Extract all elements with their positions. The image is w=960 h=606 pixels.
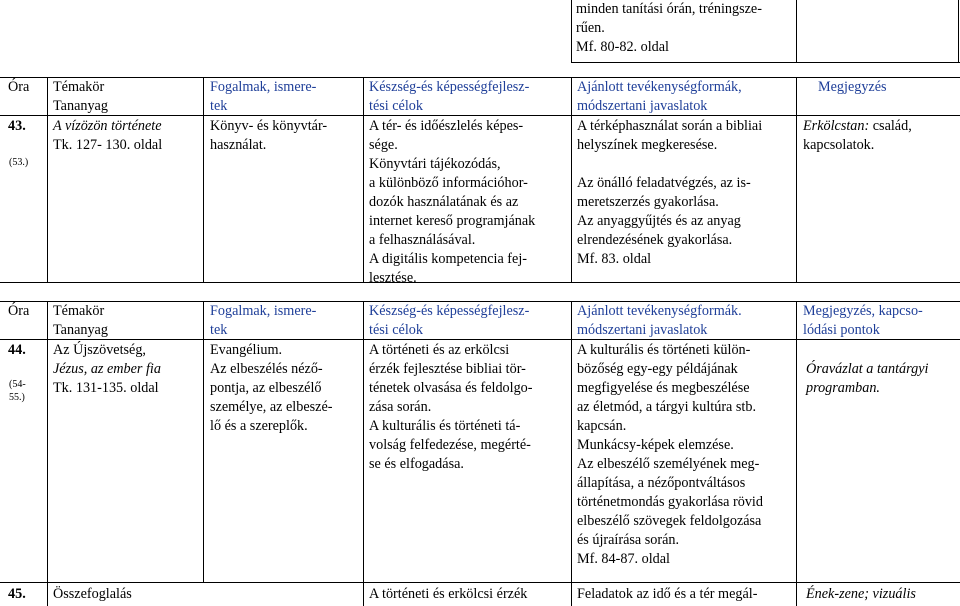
rule bbox=[796, 77, 797, 282]
rule bbox=[796, 0, 797, 62]
keszseg-text: A tér- és időészlelés képes- sége. Könyvtári tájékozódás, a különböző információhor- dozók használatának és az internet kereső programjának a felhasználásával. A digitális kompetencia fej- lesztése. bbox=[369, 118, 536, 286]
rule bbox=[571, 77, 572, 282]
fogalmak-text: Könyv- és könyvtár- használat. bbox=[210, 118, 328, 153]
ora-sub: (53.) bbox=[9, 157, 29, 168]
header-ora: Óra bbox=[8, 303, 30, 319]
continuation-text: minden tanítási órán, tréningsze- rűen. Mf. 80-82. oldal bbox=[576, 1, 762, 55]
header-temakor: Témakör Tananyag bbox=[53, 303, 108, 338]
rule bbox=[363, 301, 364, 606]
megjegyzes-text: Óravázlat a tantárgyi programban. bbox=[806, 361, 929, 396]
megjegyzes-label: Erkölcstan: bbox=[803, 118, 870, 134]
header-megjegyzes: Megjegyzés, kapcso- lódási pontok bbox=[803, 303, 923, 338]
megjegyzes-value: család, kapcsolatok. bbox=[803, 118, 912, 153]
fogalmak-text: Evangélium. Az elbeszélés néző- pontja, az elbeszélő személye, az elbeszé- lő és a szereplők. bbox=[210, 342, 333, 434]
temakor-title: A vízözön története bbox=[53, 118, 162, 134]
temakor-ref: Tk. 131-135. oldal bbox=[53, 380, 159, 396]
rule bbox=[571, 62, 960, 63]
header-ajanlott: Ajánlott tevékenységformák, módszertani javaslatok bbox=[577, 79, 742, 114]
header-ajanlott: Ajánlott tevékenységformák. módszertani javaslatok bbox=[577, 303, 742, 338]
rule bbox=[47, 77, 48, 282]
rule bbox=[363, 77, 364, 282]
rule bbox=[203, 77, 204, 282]
ora-number: 45. bbox=[8, 586, 26, 602]
rule bbox=[796, 301, 797, 606]
rule bbox=[47, 301, 48, 606]
ajanlott-text-2: Az önálló feladatvégzés, az is- meretszerzés gyakorlása. Az anyaggyűjtés és az anyag elrendezésének gyakorlása. Mf. 83. oldal bbox=[577, 175, 751, 267]
rule bbox=[958, 0, 959, 62]
ora-sub: (54- 55.) bbox=[9, 379, 26, 403]
ajanlott-text: Feladatok az idő és a tér megál- bbox=[577, 586, 758, 602]
temakor-title: Összefoglalás bbox=[53, 586, 132, 602]
rule bbox=[0, 582, 960, 583]
megjegyzes-text bbox=[803, 117, 912, 155]
header-temakor: Témakör Tananyag bbox=[53, 79, 108, 114]
header-ora: Óra bbox=[8, 79, 30, 95]
rule bbox=[203, 301, 204, 582]
ora-number: 43. bbox=[8, 118, 26, 134]
megjegyzes-text: Ének-zene; vizuális bbox=[806, 586, 916, 602]
header-fogalmak: Fogalmak, ismere- tek bbox=[210, 79, 317, 114]
header-fogalmak: Fogalmak, ismere- tek bbox=[210, 303, 317, 338]
ajanlott-text-1: A térképhasználat során a bibliai helyszínek megkeresése. bbox=[577, 118, 763, 153]
header-megjegyzes: Megjegyzés bbox=[818, 79, 887, 95]
temakor-ref: Tk. 127- 130. oldal bbox=[53, 137, 163, 153]
ajanlott-text: A kulturális és történeti külön- bözőség egy-egy példájának megfigyelése és megbeszélése az életmód, a tárgyi kultúra stb. kapcsán. Munkácsy-képek elemzése. Az elbeszélő személyének meg- állapítása, a nézőpontváltásos történetmondás gyakorlása rövid elbeszélő szövegek feldolgozása és újraírása során. Mf. 84-87. oldal bbox=[577, 342, 763, 567]
rule bbox=[571, 301, 572, 606]
temakor-subtitle: Jézus, az ember fia bbox=[53, 361, 161, 377]
header-keszseg: Készség-és képességfejlesz- tési célok bbox=[369, 79, 530, 114]
rule bbox=[571, 0, 572, 62]
temakor-title: Az Újszövetség, bbox=[53, 342, 146, 358]
keszseg-text: A történeti és az erkölcsi érzék fejlesztése bibliai tör- ténetek olvasása és feldolgo- zása során. A kulturális és történeti tá- volság felfedezése, megérté- se és elfogadása. bbox=[369, 342, 533, 472]
ora-number: 44. bbox=[8, 342, 26, 358]
header-keszseg: Készség-és képességfejlesz- tési célok bbox=[369, 303, 530, 338]
keszseg-text: A történeti és erkölcsi érzék bbox=[369, 586, 528, 602]
